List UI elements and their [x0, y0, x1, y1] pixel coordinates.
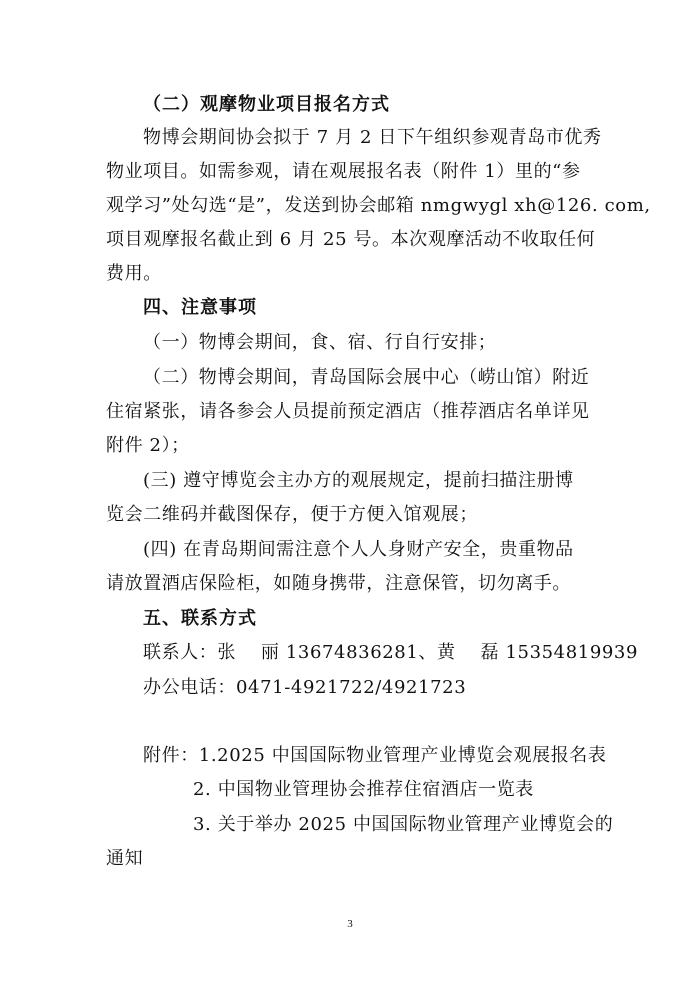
- note-item-2-line: （二）物博会期间，青岛国际会展中心（崂山馆）附近: [143, 367, 590, 388]
- office-phone: 办公电话：0471-4921722/4921723: [143, 677, 467, 698]
- note-item-3-line: (三) 遵守博览会主办方的观展规定，提前扫描注册博: [143, 470, 574, 491]
- attachment-item-1: 附件：1.2025 中国国际物业管理产业博览会观展报名表: [143, 745, 607, 766]
- section-notes-heading: 四、注意事项: [143, 297, 257, 318]
- paragraph-line: 观学习”处勾选“是”，发送到协会邮箱 nmgwygl xh@126. com,: [106, 195, 651, 216]
- note-item-2-line: 住宿紧张，请各参会人员提前预定酒店（推荐酒店名单详见: [106, 401, 590, 422]
- attachment-item-2: 2. 中国物业管理协会推荐住宿酒店一览表: [193, 779, 534, 800]
- note-item-4-line: (四) 在青岛期间需注意个人人身财产安全，贵重物品: [143, 539, 574, 560]
- paragraph-line: 物业项目。如需参观，请在观展报名表（附件 1）里的“参: [106, 161, 581, 182]
- page-number: 3: [347, 918, 353, 930]
- section-visit-heading: （二）观摩物业项目报名方式: [143, 94, 390, 115]
- paragraph-line: 项目观摩报名截止到 6 月 25 号。本次观摩活动不收取任何: [106, 229, 596, 250]
- attachment-item-3-line-1: 3. 关于举办 2025 中国国际物业管理产业博览会的: [193, 814, 614, 835]
- note-item-1: （一）物博会期间，食、宿、行自行安排；: [143, 332, 497, 353]
- note-item-3-line: 览会二维码并截图保存，便于方便入馆观展；: [106, 504, 478, 525]
- section-contact-heading: 五、联系方式: [143, 608, 257, 629]
- paragraph-line: 物博会期间协会拟于 7 月 2 日下午组织参观青岛市优秀: [143, 127, 602, 148]
- contact-person: 联系人：张 丽 13674836281、黄 磊 15354819939: [143, 642, 639, 663]
- paragraph-line: 费用。: [106, 263, 162, 284]
- note-item-2-line: 附件 2）；: [106, 435, 190, 456]
- attachment-item-3-line-2: 通知: [106, 848, 144, 869]
- note-item-4-line: 请放置酒店保险柜，如随身携带，注意保管，切勿离手。: [106, 573, 571, 594]
